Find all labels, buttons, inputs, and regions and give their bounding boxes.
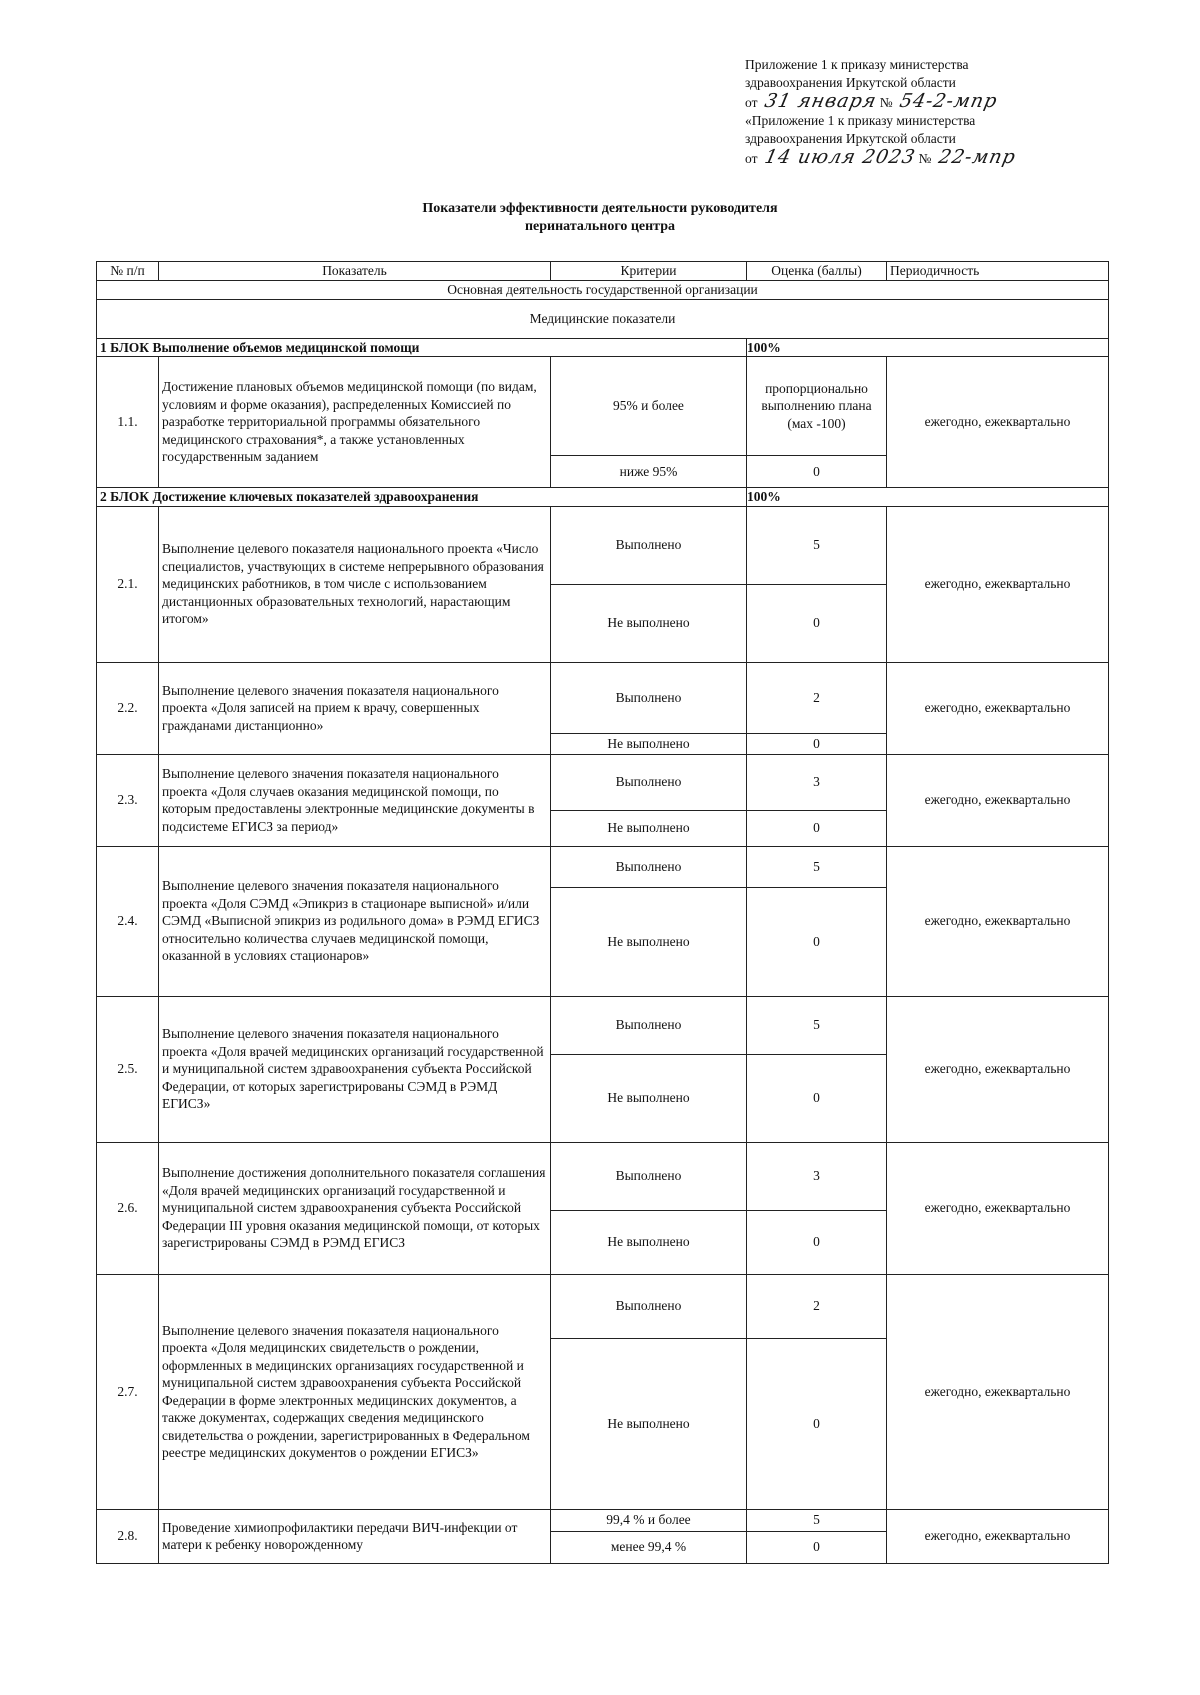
row-criteria-1: Выполнено: [551, 662, 747, 733]
annex-line-3: [745, 92, 1075, 112]
table-row: [97, 1509, 1109, 1531]
row-score-2: 0: [747, 1531, 887, 1563]
annex-date-prefix: от: [745, 95, 758, 110]
row-criteria-1: Выполнено: [551, 754, 747, 810]
row-indicator: Выполнение целевого значения показателя национального проекта «Доля записей на прием к врачу, совершенных гражданами дистанционно»: [159, 662, 551, 754]
row-score-2: 0: [747, 1054, 887, 1142]
table-row: [97, 1274, 1109, 1338]
row-score-1: 3: [747, 754, 887, 810]
row-criteria-2: Не выполнено: [551, 584, 747, 662]
row-score-2: 0: [747, 887, 887, 996]
handwritten-number-2: 22-мпр: [936, 146, 1018, 168]
row-score-1: 5: [747, 506, 887, 584]
row-score-2: 0: [747, 1338, 887, 1509]
row-criteria-1: Выполнено: [551, 506, 747, 584]
table-row: [97, 1142, 1109, 1210]
row-criteria-1: Выполнено: [551, 996, 747, 1054]
header-period: Периодичность: [887, 262, 1109, 281]
row-score-1: 5: [747, 846, 887, 887]
handwritten-number: 54-2-мпр: [897, 90, 1000, 112]
block-2-percent: 100%: [747, 488, 1109, 507]
row-num: 2.5.: [97, 996, 159, 1142]
handwritten-date: 31 января: [762, 90, 879, 112]
row-period: ежегодно, ежеквартально: [887, 506, 1109, 662]
row-indicator: Выполнение целевого значения показателя национального проекта «Доля случаев оказания медицинской помощи, по которым предоставлены электронные медицинские документы в подсистеме ЕГИСЗ за период»: [159, 754, 551, 846]
row-criteria-1: 99,4 % и более: [551, 1509, 747, 1531]
row-criteria-2: Не выполнено: [551, 733, 747, 754]
row-score-1: 5: [747, 996, 887, 1054]
section-medical: Медицинские показатели: [97, 299, 1109, 338]
row-indicator: Выполнение целевого показателя национального проекта «Число специалистов, участвующих в системе непрерывного образования медицинских работников, в том числе с использованием дистанционных образовательных технологий, нарастающим итогом»: [159, 506, 551, 662]
row-num: 2.4.: [97, 846, 159, 996]
row-num: 2.7.: [97, 1274, 159, 1509]
block-1-percent: 100%: [747, 338, 1109, 357]
header-indicator: Показатель: [159, 262, 551, 281]
block-1-row: [97, 338, 1109, 357]
table-row: [97, 506, 1109, 584]
row-num: 2.2.: [97, 662, 159, 754]
row-indicator: Выполнение целевого значения показателя национального проекта «Доля медицинских свидетельств о рождении, оформленных в медицинских организациях государственной и муниципальной систем здравоохранения субъекта Российской Федерации в форме электронных медицинских документов, а также документах, содержащих сведения медицинского свидетельства о рождении, зарегистрированных в Федеральном реестре медицинских документов о рождении ЕГИСЗ»: [159, 1274, 551, 1509]
table-row: [97, 996, 1109, 1054]
row-num: 2.6.: [97, 1142, 159, 1274]
block-1-label: 1 БЛОК Выполнение объемов медицинской помощи: [97, 338, 747, 357]
row-period: ежегодно, ежеквартально: [887, 357, 1109, 488]
row-criteria-2: Не выполнено: [551, 1210, 747, 1274]
header-num: № п/п: [97, 262, 159, 281]
row-score-2: 0: [747, 456, 887, 488]
row-score-1: 3: [747, 1142, 887, 1210]
row-score-1: пропорционально выполнению плана (мах -100): [747, 357, 887, 456]
row-score-2: 0: [747, 810, 887, 846]
indicators-table: [96, 261, 1109, 1564]
title-line-2: перинатального центра: [524, 219, 676, 234]
row-criteria-2: Не выполнено: [551, 887, 747, 996]
row-criteria-2: Не выполнено: [551, 810, 747, 846]
row-indicator: Выполнение целевого значения показателя национального проекта «Доля врачей медицинских организаций государственной и муниципальной систем здравоохранения субъекта Российской Федерации, от которых зарегистрированы СЭМД в РЭМД ЕГИСЗ»: [159, 996, 551, 1142]
annex-line-2: здравоохранения Иркутской области: [745, 75, 956, 90]
annex-line-6: [745, 148, 1075, 168]
handwritten-date-2: 14 июля 2023: [762, 146, 918, 168]
row-criteria-1: 95% и более: [551, 357, 747, 456]
row-num: 2.3.: [97, 754, 159, 846]
row-period: ежегодно, ежеквартально: [887, 1142, 1109, 1274]
row-score-2: 0: [747, 584, 887, 662]
annex-line-5: здравоохранения Иркутской области: [745, 131, 956, 146]
row-period: ежегодно, ежеквартально: [887, 1274, 1109, 1509]
section-medical-row: [97, 299, 1109, 338]
row-criteria-2: Не выполнено: [551, 1054, 747, 1142]
row-score-1: 5: [747, 1509, 887, 1531]
row-num: 2.8.: [97, 1509, 159, 1563]
annex-number-sign: №: [879, 95, 893, 110]
table-header-row: [97, 262, 1109, 281]
row-period: ежегодно, ежеквартально: [887, 754, 1109, 846]
row-criteria-2: Не выполнено: [551, 1338, 747, 1509]
row-criteria-1: Выполнено: [551, 1274, 747, 1338]
row-indicator: Выполнение целевого значения показателя национального проекта «Доля СЭМД «Эпикриз в стационаре выписной» и/или СЭМД «Выписной эпикриз из родильного дома» в РЭМД ЕГИСЗ относительно количества случаев медицинской помощи, оказанной в условиях стационаров»: [159, 846, 551, 996]
row-criteria-1: Выполнено: [551, 1142, 747, 1210]
row-indicator: Проведение химиопрофилактики передачи ВИЧ-инфекции от матери к ребенку новорожденному: [159, 1509, 551, 1563]
table-row: [97, 754, 1109, 810]
row-period: ежегодно, ежеквартально: [887, 846, 1109, 996]
section-main: Основная деятельность государственной организации: [97, 280, 1109, 299]
table-row: [97, 357, 1109, 456]
title-line-1: Показатели эффективности деятельности руководителя: [422, 201, 778, 216]
row-score-1: 2: [747, 662, 887, 733]
table-row: [97, 662, 1109, 733]
annex-line-4: «Приложение 1 к приказу министерства: [745, 113, 976, 128]
row-period: ежегодно, ежеквартально: [887, 1509, 1109, 1563]
row-criteria-2: ниже 95%: [551, 456, 747, 488]
row-indicator: Выполнение достижения дополнительного показателя соглашения «Доля врачей медицинских организаций государственной и муниципальной систем здравоохранения субъекта Российской Федерации III уровня оказания медицинской помощи, от которых зарегистрированы СЭМД в РЭМД ЕГИСЗ: [159, 1142, 551, 1274]
row-num: 1.1.: [97, 357, 159, 488]
header-score: Оценка (баллы): [747, 262, 887, 281]
annex-header: [745, 56, 1075, 168]
row-period: ежегодно, ежеквартально: [887, 996, 1109, 1142]
block-2-label: 2 БЛОК Достижение ключевых показателей здравоохранения: [97, 488, 747, 507]
row-criteria-2: менее 99,4 %: [551, 1531, 747, 1563]
row-score-2: 0: [747, 1210, 887, 1274]
annex-date-prefix-2: от: [745, 151, 758, 166]
row-score-1: 2: [747, 1274, 887, 1338]
row-score-2: 0: [747, 733, 887, 754]
header-criteria: Критерии: [551, 262, 747, 281]
section-main-row: [97, 280, 1109, 299]
table-row: [97, 846, 1109, 887]
annex-number-sign-2: №: [918, 151, 932, 166]
block-2-row: [97, 488, 1109, 507]
annex-line-1: Приложение 1 к приказу министерства: [745, 57, 969, 72]
row-num: 2.1.: [97, 506, 159, 662]
row-period: ежегодно, ежеквартально: [887, 662, 1109, 754]
row-criteria-1: Выполнено: [551, 846, 747, 887]
row-indicator: Достижение плановых объемов медицинской помощи (по видам, условиям и форме оказания), распределенных Комиссией по разработке территориальной программы обязательного медицинского страхования*, а также установленных государственным заданием: [159, 357, 551, 488]
document-title: [300, 200, 900, 236]
